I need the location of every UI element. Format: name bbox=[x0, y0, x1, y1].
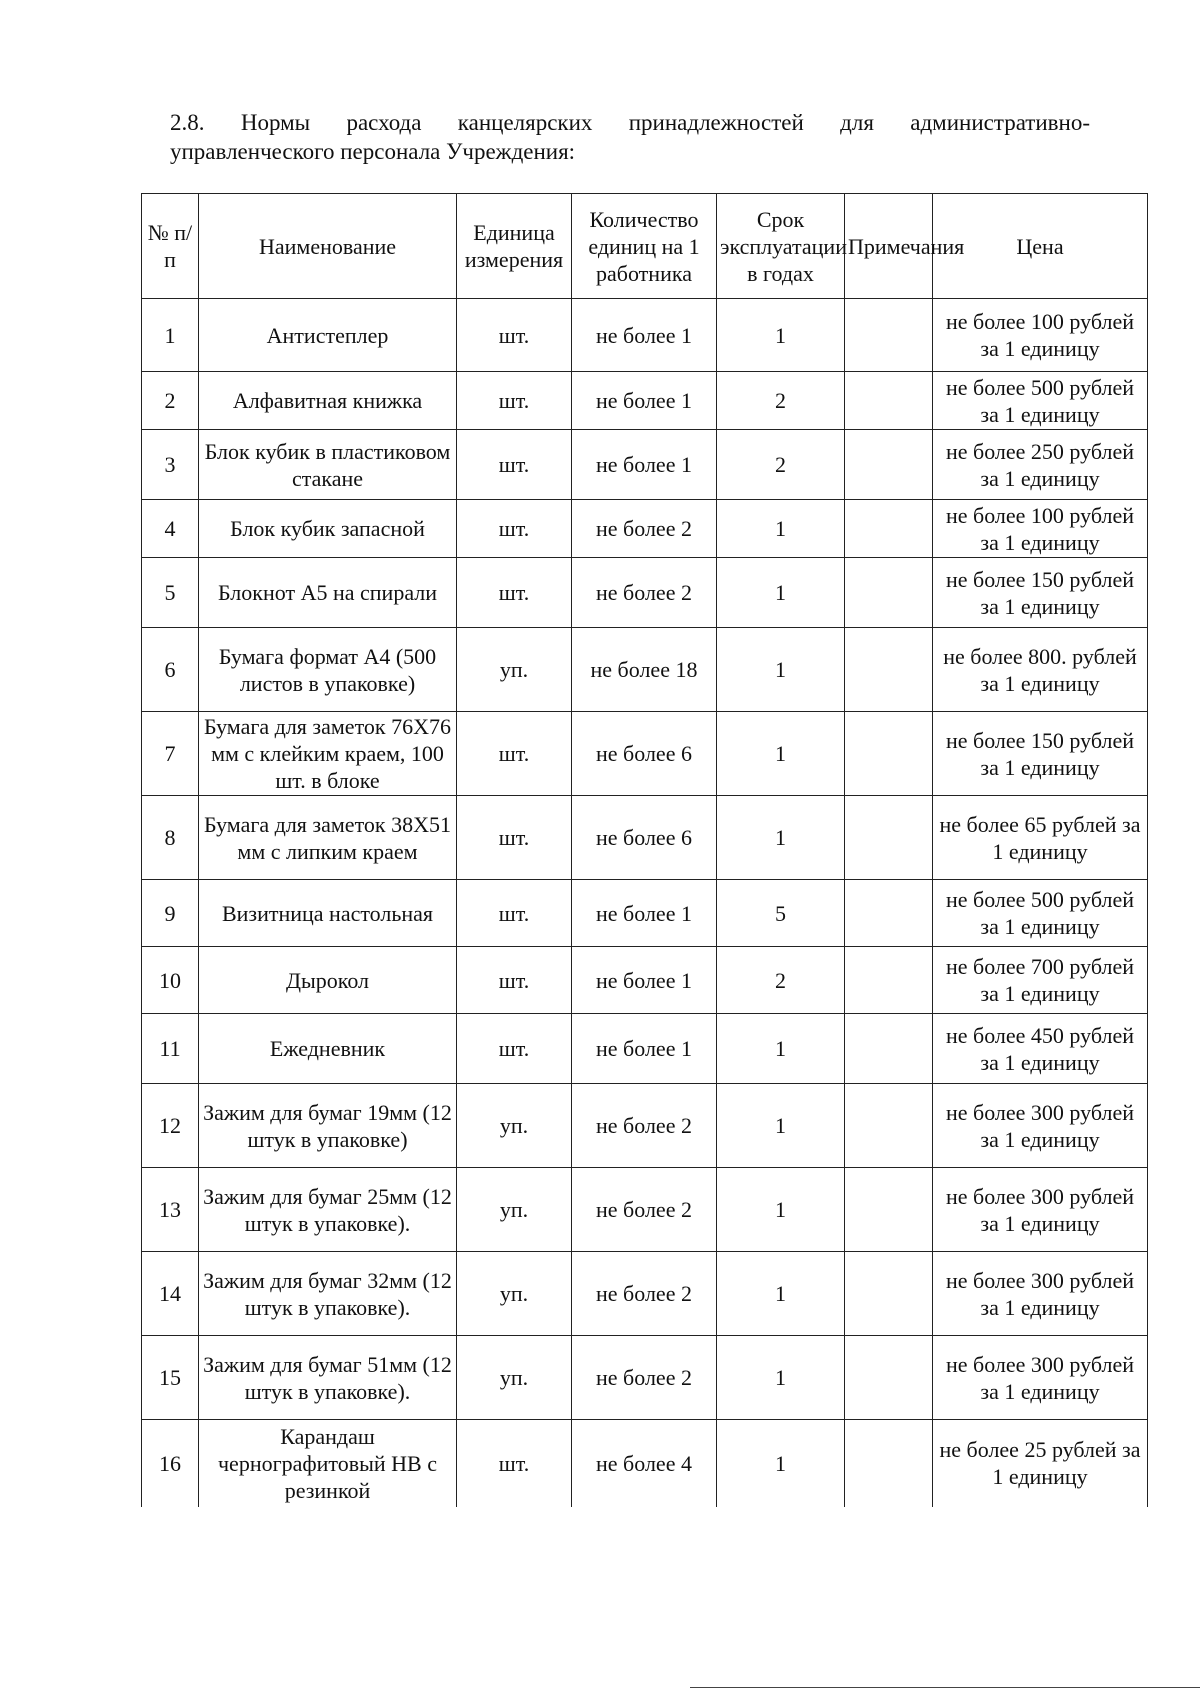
cell-term: 1 bbox=[717, 500, 845, 558]
cell-qty: не более 1 bbox=[572, 880, 717, 947]
cell-num: 6 bbox=[142, 628, 199, 712]
section-heading bbox=[170, 108, 1090, 166]
cell-price: не более 65 рублей за 1 единицу bbox=[933, 796, 1148, 880]
cell-term: 1 bbox=[717, 299, 845, 372]
cell-name: Антистеплер bbox=[199, 299, 457, 372]
cell-unit: шт. bbox=[457, 500, 572, 558]
table-row bbox=[142, 299, 1148, 372]
table-row bbox=[142, 712, 1148, 796]
cell-name: Зажим для бумаг 32мм (12 штук в упаковке). bbox=[199, 1252, 457, 1336]
cell-price: не более 300 рублей за 1 единицу bbox=[933, 1336, 1148, 1420]
header-note: Примечания bbox=[845, 194, 933, 299]
cell-name: Бумага для заметок 76Х76 мм с клейким краем, 100 шт. в блоке bbox=[199, 712, 457, 796]
cell-price: не более 300 рублей за 1 единицу bbox=[933, 1168, 1148, 1252]
cell-term: 1 bbox=[717, 558, 845, 628]
table-header-row bbox=[142, 194, 1148, 299]
cell-price: не более 500 рублей за 1 единицу bbox=[933, 880, 1148, 947]
cell-qty: не более 1 bbox=[572, 372, 717, 430]
cell-qty: не более 6 bbox=[572, 712, 717, 796]
cell-name: Визитница настольная bbox=[199, 880, 457, 947]
cell-unit: уп. bbox=[457, 1084, 572, 1168]
table-row bbox=[142, 430, 1148, 500]
cell-price: не более 250 рублей за 1 единицу bbox=[933, 430, 1148, 500]
cell-num: 14 bbox=[142, 1252, 199, 1336]
cell-note bbox=[845, 1420, 933, 1507]
table-row bbox=[142, 500, 1148, 558]
cell-unit: шт. bbox=[457, 1420, 572, 1507]
cell-price: не более 700 рублей за 1 единицу bbox=[933, 947, 1148, 1014]
cell-qty: не более 6 bbox=[572, 796, 717, 880]
cell-note bbox=[845, 1336, 933, 1420]
cell-num: 16 bbox=[142, 1420, 199, 1507]
cell-price: не более 150 рублей за 1 единицу bbox=[933, 712, 1148, 796]
cell-price: не более 100 рублей за 1 единицу bbox=[933, 500, 1148, 558]
header-name: Наименование bbox=[199, 194, 457, 299]
cell-unit: шт. bbox=[457, 880, 572, 947]
table-row bbox=[142, 1252, 1148, 1336]
header-qty: Количество единиц на 1 работника bbox=[572, 194, 717, 299]
header-price: Цена bbox=[933, 194, 1148, 299]
table-row bbox=[142, 1336, 1148, 1420]
cell-num: 10 bbox=[142, 947, 199, 1014]
cell-num: 7 bbox=[142, 712, 199, 796]
footer-rule bbox=[690, 1687, 1200, 1688]
cell-term: 2 bbox=[717, 947, 845, 1014]
cell-term: 2 bbox=[717, 430, 845, 500]
cell-note bbox=[845, 430, 933, 500]
cell-note bbox=[845, 299, 933, 372]
cell-qty: не более 2 bbox=[572, 1252, 717, 1336]
cell-name: Бумага формат А4 (500 листов в упаковке) bbox=[199, 628, 457, 712]
cell-name: Блок кубик запасной bbox=[199, 500, 457, 558]
cell-note bbox=[845, 628, 933, 712]
cell-price: не более 450 рублей за 1 единицу bbox=[933, 1014, 1148, 1084]
cell-name: Зажим для бумаг 25мм (12 штук в упаковке). bbox=[199, 1168, 457, 1252]
cell-name: Дырокол bbox=[199, 947, 457, 1014]
table-row bbox=[142, 796, 1148, 880]
cell-note bbox=[845, 712, 933, 796]
cell-term: 1 bbox=[717, 712, 845, 796]
cell-name: Ежедневник bbox=[199, 1014, 457, 1084]
cell-note bbox=[845, 880, 933, 947]
table-row bbox=[142, 372, 1148, 430]
cell-term: 1 bbox=[717, 1336, 845, 1420]
cell-note bbox=[845, 1252, 933, 1336]
table-row bbox=[142, 628, 1148, 712]
cell-qty: не более 2 bbox=[572, 1168, 717, 1252]
cell-note bbox=[845, 796, 933, 880]
cell-note bbox=[845, 947, 933, 1014]
cell-note bbox=[845, 1014, 933, 1084]
cell-num: 11 bbox=[142, 1014, 199, 1084]
table-row bbox=[142, 1168, 1148, 1252]
cell-qty: не более 1 bbox=[572, 299, 717, 372]
cell-note bbox=[845, 500, 933, 558]
cell-name: Блок кубик в пластиковом стакане bbox=[199, 430, 457, 500]
cell-price: не более 500 рублей за 1 единицу bbox=[933, 372, 1148, 430]
cell-term: 5 bbox=[717, 880, 845, 947]
table-row bbox=[142, 947, 1148, 1014]
cell-unit: шт. bbox=[457, 796, 572, 880]
cell-num: 5 bbox=[142, 558, 199, 628]
cell-note bbox=[845, 1084, 933, 1168]
cell-price: не более 800. рублей за 1 единицу bbox=[933, 628, 1148, 712]
cell-name: Зажим для бумаг 51мм (12 штук в упаковке). bbox=[199, 1336, 457, 1420]
cell-qty: не более 18 bbox=[572, 628, 717, 712]
cell-name: Бумага для заметок 38Х51 мм с липким краем bbox=[199, 796, 457, 880]
cell-unit: шт. bbox=[457, 947, 572, 1014]
cell-note bbox=[845, 558, 933, 628]
cell-term: 1 bbox=[717, 1420, 845, 1507]
supplies-norms-table bbox=[141, 193, 1148, 1507]
cell-name: Блокнот А5 на спирали bbox=[199, 558, 457, 628]
cell-name: Карандаш чернографитовый НВ с резинкой bbox=[199, 1420, 457, 1507]
cell-unit: шт. bbox=[457, 372, 572, 430]
cell-term: 1 bbox=[717, 1014, 845, 1084]
cell-term: 1 bbox=[717, 1168, 845, 1252]
cell-num: 8 bbox=[142, 796, 199, 880]
cell-note bbox=[845, 1168, 933, 1252]
cell-qty: не более 1 bbox=[572, 947, 717, 1014]
cell-qty: не более 2 bbox=[572, 1336, 717, 1420]
cell-num: 1 bbox=[142, 299, 199, 372]
cell-num: 9 bbox=[142, 880, 199, 947]
cell-term: 1 bbox=[717, 796, 845, 880]
cell-num: 13 bbox=[142, 1168, 199, 1252]
cell-num: 2 bbox=[142, 372, 199, 430]
cell-term: 1 bbox=[717, 628, 845, 712]
cell-unit: шт. bbox=[457, 299, 572, 372]
cell-name: Алфавитная книжка bbox=[199, 372, 457, 430]
cell-qty: не более 1 bbox=[572, 1014, 717, 1084]
header-term: Срок эксплуатации в годах bbox=[717, 194, 845, 299]
cell-unit: шт. bbox=[457, 712, 572, 796]
cell-qty: не более 4 bbox=[572, 1420, 717, 1507]
header-num: № п/п bbox=[142, 194, 199, 299]
cell-qty: не более 2 bbox=[572, 1084, 717, 1168]
table-row bbox=[142, 880, 1148, 947]
cell-qty: не более 2 bbox=[572, 558, 717, 628]
cell-num: 4 bbox=[142, 500, 199, 558]
section-heading-line-1: 2.8. Нормы расхода канцелярских принадлежностей для административно- bbox=[170, 110, 1090, 135]
cell-num: 12 bbox=[142, 1084, 199, 1168]
cell-unit: шт. bbox=[457, 430, 572, 500]
cell-price: не более 25 рублей за 1 единицу bbox=[933, 1420, 1148, 1507]
cell-price: не более 100 рублей за 1 единицу bbox=[933, 299, 1148, 372]
table-row bbox=[142, 1420, 1148, 1507]
cell-price: не более 300 рублей за 1 единицу bbox=[933, 1084, 1148, 1168]
table-row bbox=[142, 1084, 1148, 1168]
cell-unit: уп. bbox=[457, 1168, 572, 1252]
cell-unit: уп. bbox=[457, 628, 572, 712]
cell-unit: шт. bbox=[457, 558, 572, 628]
cell-unit: уп. bbox=[457, 1336, 572, 1420]
cell-num: 15 bbox=[142, 1336, 199, 1420]
table-row bbox=[142, 1014, 1148, 1084]
cell-note bbox=[845, 372, 933, 430]
cell-price: не более 300 рублей за 1 единицу bbox=[933, 1252, 1148, 1336]
header-unit: Единица измерения bbox=[457, 194, 572, 299]
cell-term: 1 bbox=[717, 1252, 845, 1336]
table-row bbox=[142, 558, 1148, 628]
cell-price: не более 150 рублей за 1 единицу bbox=[933, 558, 1148, 628]
cell-unit: шт. bbox=[457, 1014, 572, 1084]
cell-term: 1 bbox=[717, 1084, 845, 1168]
cell-qty: не более 1 bbox=[572, 430, 717, 500]
cell-term: 2 bbox=[717, 372, 845, 430]
section-heading-line-2: управленческого персонала Учреждения: bbox=[170, 139, 576, 164]
cell-qty: не более 2 bbox=[572, 500, 717, 558]
cell-num: 3 bbox=[142, 430, 199, 500]
cell-unit: уп. bbox=[457, 1252, 572, 1336]
cell-name: Зажим для бумаг 19мм (12 штук в упаковке) bbox=[199, 1084, 457, 1168]
